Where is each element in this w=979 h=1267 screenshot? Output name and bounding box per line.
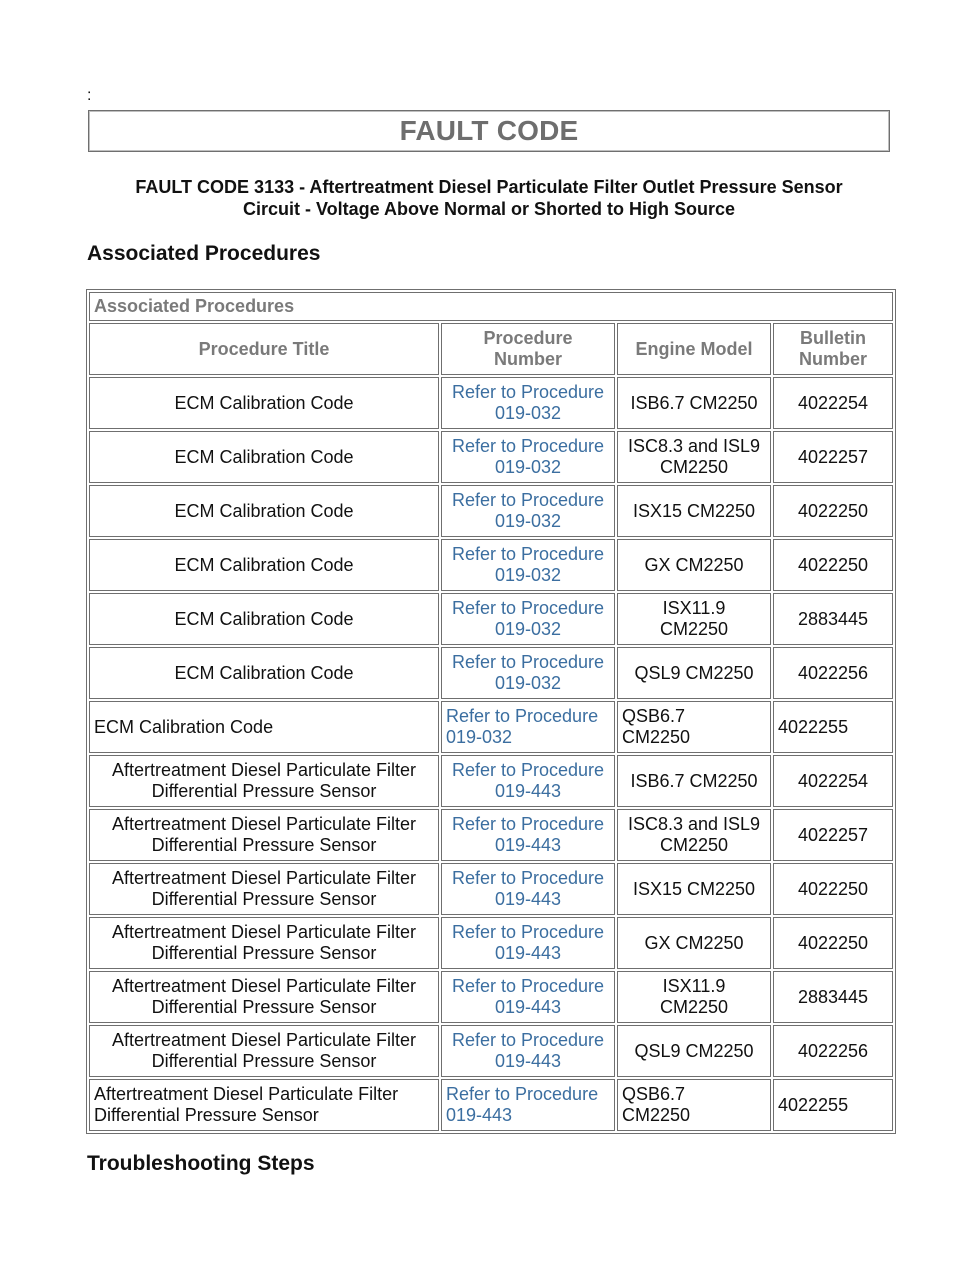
bulletin-number-cell: 4022254 xyxy=(773,755,893,807)
procedure-title-cell xyxy=(89,755,439,807)
bulletin-number-cell: 4022256 xyxy=(773,1025,893,1077)
procedure-link[interactable] xyxy=(452,868,604,909)
procedure-link-prefix: Refer to Procedure xyxy=(451,436,605,456)
engine-model-cell-line-1: ISB6.7 CM2250 xyxy=(630,770,758,791)
table-row xyxy=(89,809,893,861)
bulletin-number-cell: 4022255 xyxy=(773,1079,893,1131)
engine-model-cell xyxy=(617,593,771,645)
procedure-title-cell xyxy=(89,917,439,969)
procedure-link-prefix: Refer to Procedure xyxy=(451,544,605,564)
procedure-number-cell xyxy=(441,971,615,1023)
procedure-title-cell xyxy=(89,647,439,699)
table-row xyxy=(89,917,893,969)
procedure-link-number: 019-443 xyxy=(494,1051,562,1071)
table-row xyxy=(89,1025,893,1077)
procedure-link-number: 019-032 xyxy=(494,457,562,477)
troubleshooting-steps-heading: Troubleshooting Steps xyxy=(87,1152,315,1175)
engine-model-cell xyxy=(617,917,771,969)
procedure-link-prefix: Refer to Procedure xyxy=(446,1084,599,1104)
header-procedure-number xyxy=(441,323,615,375)
procedure-link[interactable] xyxy=(452,760,604,801)
procedure-number-cell xyxy=(441,1025,615,1077)
engine-model-cell xyxy=(617,431,771,483)
bulletin-number-cell: 2883445 xyxy=(773,593,893,645)
procedure-title-cell-line-2: Differential Pressure Sensor xyxy=(151,835,377,855)
table-row xyxy=(89,647,893,699)
procedure-title-cell-line-1: ECM Calibration Code xyxy=(174,446,354,467)
procedure-number-cell xyxy=(441,431,615,483)
engine-model-cell-line-1: GX CM2250 xyxy=(644,932,744,953)
engine-model-cell xyxy=(617,647,771,699)
engine-model-cell xyxy=(617,539,771,591)
engine-model-cell xyxy=(617,971,771,1023)
engine-model-cell xyxy=(617,701,771,753)
procedure-number-cell xyxy=(441,647,615,699)
engine-model-cell xyxy=(617,809,771,861)
procedure-number-cell xyxy=(441,593,615,645)
table-caption: Associated Procedures xyxy=(89,292,893,321)
leading-colon: : xyxy=(87,87,92,104)
fault-code-banner: FAULT CODE xyxy=(88,110,890,152)
procedure-link-number: 019-032 xyxy=(446,727,513,747)
procedure-title-cell-line-1: Aftertreatment Diesel Particulate Filter xyxy=(94,1084,399,1104)
bulletin-number-cell: 4022255 xyxy=(773,701,893,753)
procedure-link[interactable] xyxy=(446,1084,598,1125)
engine-model-cell-line-1: ISC8.3 and ISL9 xyxy=(627,436,761,456)
procedure-title-cell xyxy=(89,1025,439,1077)
procedure-link-number: 019-443 xyxy=(494,889,562,909)
procedure-link[interactable] xyxy=(452,976,604,1017)
procedure-number-cell xyxy=(441,1079,615,1131)
procedure-title-cell xyxy=(89,971,439,1023)
table-body xyxy=(89,377,893,1131)
bulletin-number-cell: 4022250 xyxy=(773,485,893,537)
procedure-title-cell-line-2: Differential Pressure Sensor xyxy=(151,943,377,963)
procedure-title-cell xyxy=(89,539,439,591)
engine-model-cell-line-1: ISX15 CM2250 xyxy=(632,500,756,521)
engine-model-cell xyxy=(617,1025,771,1077)
procedure-title-cell xyxy=(89,809,439,861)
procedure-link[interactable] xyxy=(452,922,604,963)
associated-procedures-table xyxy=(86,289,896,1134)
procedure-link[interactable] xyxy=(452,814,604,855)
procedure-link-prefix: Refer to Procedure xyxy=(451,382,605,402)
procedure-title-cell xyxy=(89,593,439,645)
procedure-number-cell xyxy=(441,755,615,807)
bulletin-number-cell: 4022257 xyxy=(773,431,893,483)
procedure-title-cell-line-1: ECM Calibration Code xyxy=(174,392,354,413)
procedure-link-number: 019-032 xyxy=(494,565,562,585)
procedure-link[interactable] xyxy=(452,652,604,693)
engine-model-cell-line-2: CM2250 xyxy=(659,835,729,855)
table-row xyxy=(89,701,893,753)
table-row xyxy=(89,971,893,1023)
procedure-title-cell xyxy=(89,431,439,483)
procedure-link-prefix: Refer to Procedure xyxy=(451,598,605,618)
procedure-link-prefix: Refer to Procedure xyxy=(451,652,605,672)
bulletin-number-cell: 4022256 xyxy=(773,647,893,699)
table-row xyxy=(89,539,893,591)
procedure-title-cell-line-1: Aftertreatment Diesel Particulate Filter xyxy=(111,760,417,780)
procedure-title-cell-line-1: ECM Calibration Code xyxy=(174,500,354,521)
procedure-link-number: 019-443 xyxy=(494,943,562,963)
procedure-link[interactable] xyxy=(446,706,598,747)
procedure-title-cell xyxy=(89,863,439,915)
procedure-title-cell-line-2: Differential Pressure Sensor xyxy=(151,997,377,1017)
engine-model-cell-line-1: ISX11.9 xyxy=(662,976,726,996)
procedure-number-cell xyxy=(441,701,615,753)
table-row xyxy=(89,377,893,429)
engine-model-cell-line-2: CM2250 xyxy=(622,727,691,747)
fault-code-title xyxy=(88,176,890,220)
engine-model-cell-line-1: QSL9 CM2250 xyxy=(634,662,754,683)
procedure-link-prefix: Refer to Procedure xyxy=(451,814,605,834)
engine-model-cell-line-1: ISB6.7 CM2250 xyxy=(630,392,758,413)
procedure-title-cell-line-1: ECM Calibration Code xyxy=(94,716,274,737)
procedure-link-number: 019-443 xyxy=(494,835,562,855)
procedure-title-cell-line-1: Aftertreatment Diesel Particulate Filter xyxy=(111,1030,417,1050)
engine-model-cell-line-2: CM2250 xyxy=(659,997,729,1017)
table-row xyxy=(89,1079,893,1131)
procedure-number-cell xyxy=(441,917,615,969)
procedure-link-number: 019-032 xyxy=(494,511,562,531)
procedure-link-number: 019-443 xyxy=(494,997,562,1017)
engine-model-cell-line-1: ISX15 CM2250 xyxy=(632,878,756,899)
engine-model-cell xyxy=(617,485,771,537)
bulletin-number-cell: 2883445 xyxy=(773,971,893,1023)
header-bulletin-number-line-2: Number xyxy=(799,349,868,369)
procedure-title-cell-line-2: Differential Pressure Sensor xyxy=(151,889,377,909)
procedure-link[interactable] xyxy=(452,490,604,531)
procedure-link[interactable] xyxy=(452,544,604,585)
header-procedure-number-line-1: Procedure xyxy=(483,328,573,348)
header-procedure-number-line-2: Number xyxy=(493,349,562,369)
procedure-link-prefix: Refer to Procedure xyxy=(451,760,605,780)
procedure-link[interactable] xyxy=(452,436,604,477)
header-bulletin-number-line-1: Bulletin xyxy=(800,328,867,348)
header-bulletin-number xyxy=(773,323,893,375)
bulletin-number-cell: 4022250 xyxy=(773,539,893,591)
engine-model-cell-line-1: ISC8.3 and ISL9 xyxy=(627,814,761,834)
table-header-row xyxy=(89,323,893,375)
procedure-title-cell-line-2: Differential Pressure Sensor xyxy=(151,1051,377,1071)
procedure-title-cell-line-2: Differential Pressure Sensor xyxy=(94,1105,319,1125)
procedure-title-cell-line-1: Aftertreatment Diesel Particulate Filter xyxy=(111,814,417,834)
procedure-title-cell-line-1: ECM Calibration Code xyxy=(174,662,354,683)
procedure-title-cell xyxy=(89,377,439,429)
procedure-link-number: 019-443 xyxy=(446,1105,513,1125)
engine-model-cell xyxy=(617,377,771,429)
engine-model-cell-line-1: ISX11.9 xyxy=(662,598,726,618)
bulletin-number-cell: 4022257 xyxy=(773,809,893,861)
procedure-link-prefix: Refer to Procedure xyxy=(446,706,599,726)
bulletin-number-cell: 4022250 xyxy=(773,863,893,915)
table-caption-row xyxy=(89,292,893,321)
procedure-title-cell xyxy=(89,701,439,753)
procedure-link-prefix: Refer to Procedure xyxy=(451,976,605,996)
fault-title-line-2: Circuit - Voltage Above Normal or Shorted to High Source xyxy=(242,199,736,219)
engine-model-cell-line-1: QSL9 CM2250 xyxy=(634,1040,754,1061)
procedure-link[interactable] xyxy=(452,382,604,423)
procedure-title-cell xyxy=(89,1079,439,1131)
procedure-number-cell xyxy=(441,539,615,591)
procedure-title-cell-line-1: Aftertreatment Diesel Particulate Filter xyxy=(111,976,417,996)
engine-model-cell-line-2: CM2250 xyxy=(659,619,729,639)
bulletin-number-cell: 4022250 xyxy=(773,917,893,969)
procedure-link-prefix: Refer to Procedure xyxy=(451,490,605,510)
procedure-link-number: 019-032 xyxy=(494,403,562,423)
procedure-link-prefix: Refer to Procedure xyxy=(451,1030,605,1050)
engine-model-cell-line-1: QSB6.7 xyxy=(622,706,686,726)
header-procedure-title: Procedure Title xyxy=(89,323,439,375)
procedure-link[interactable] xyxy=(452,598,604,639)
associated-procedures-heading: Associated Procedures xyxy=(87,242,321,265)
bulletin-number-cell: 4022254 xyxy=(773,377,893,429)
table-row xyxy=(89,485,893,537)
header-engine-model: Engine Model xyxy=(617,323,771,375)
procedure-title-cell-line-1: ECM Calibration Code xyxy=(174,554,354,575)
fault-title-line-1: FAULT CODE 3133 - Aftertreatment Diesel Particulate Filter Outlet Pressure Sensor xyxy=(135,177,843,197)
procedure-title-cell-line-1: Aftertreatment Diesel Particulate Filter xyxy=(111,868,417,888)
table-row xyxy=(89,755,893,807)
procedure-link-number: 019-032 xyxy=(494,673,562,693)
engine-model-cell xyxy=(617,755,771,807)
procedure-title-cell-line-1: Aftertreatment Diesel Particulate Filter xyxy=(111,922,417,942)
procedure-title-cell-line-2: Differential Pressure Sensor xyxy=(151,781,377,801)
procedure-number-cell xyxy=(441,863,615,915)
procedure-title-cell xyxy=(89,485,439,537)
table-row xyxy=(89,863,893,915)
engine-model-cell-line-1: QSB6.7 xyxy=(622,1084,686,1104)
table-row xyxy=(89,431,893,483)
engine-model-cell-line-1: GX CM2250 xyxy=(644,554,744,575)
procedure-link-number: 019-032 xyxy=(494,619,562,639)
engine-model-cell-line-2: CM2250 xyxy=(659,457,729,477)
engine-model-cell xyxy=(617,863,771,915)
table-row xyxy=(89,593,893,645)
engine-model-cell-line-2: CM2250 xyxy=(622,1105,691,1125)
engine-model-cell xyxy=(617,1079,771,1131)
procedure-number-cell xyxy=(441,809,615,861)
procedure-title-cell-line-1: ECM Calibration Code xyxy=(174,608,354,629)
procedure-number-cell xyxy=(441,377,615,429)
procedure-link-prefix: Refer to Procedure xyxy=(451,922,605,942)
procedure-link-number: 019-443 xyxy=(494,781,562,801)
procedure-link[interactable] xyxy=(452,1030,604,1071)
procedure-number-cell xyxy=(441,485,615,537)
procedure-link-prefix: Refer to Procedure xyxy=(451,868,605,888)
